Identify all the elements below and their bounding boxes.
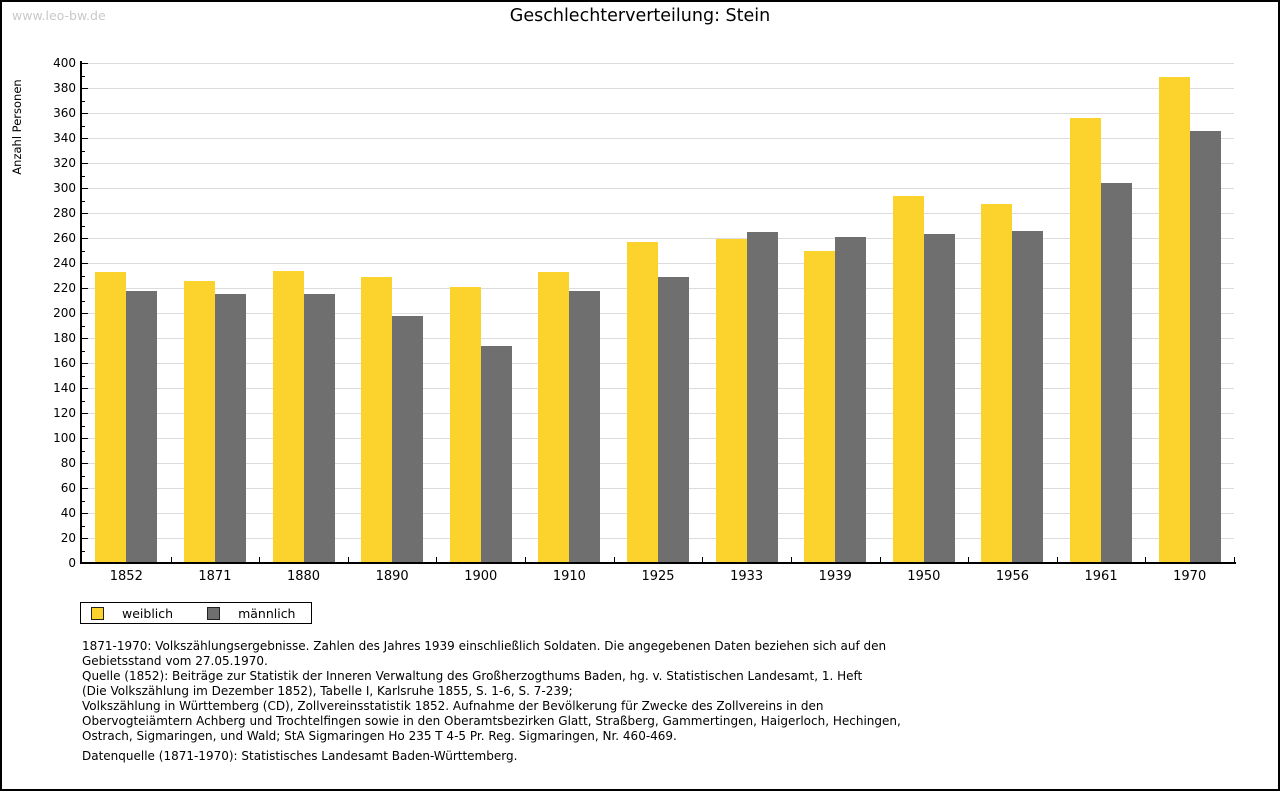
y-tick-label-40: 40 [60,506,76,520]
bar-weiblich-1956 [981,204,1012,563]
x-axis-label-1925: 1925 [641,569,675,584]
footnote-line-2: Gebietsstand vom 27.05.1970. [82,654,268,668]
bar-weiblich-1950 [893,196,924,564]
y-minor-tick-370 [82,101,85,102]
legend-swatch-weiblich [91,607,104,620]
y-major-tick-160 [82,363,88,364]
y-minor-tick-130 [82,401,85,402]
chart-title: Geschlechterverteilung: Stein [509,6,771,26]
footnote-line-3: Quelle (1852): Beiträge zur Statistik der Inneren Verwaltung des Großherzogthums Baden, hg. v. Statistischen Landesamt, 1. Heft [82,669,863,683]
y-minor-tick-170 [82,351,85,352]
gridline-240 [82,263,1234,264]
x-tick-3 [348,557,349,562]
bar-weiblich-1961 [1070,118,1101,563]
y-major-tick-140 [82,388,88,389]
y-tick-label-240: 240 [53,256,76,270]
bar-weiblich-1880 [273,271,304,564]
x-tick-2 [259,557,260,562]
y-major-tick-0 [82,563,88,564]
footnote-line-5: Volkszählung in Württemberg (CD), Zollvereinsstatistik 1852. Aufnahme der Bevölkerung für Zwecke des Zollvereins in den [82,699,824,713]
bar-maennlich-1900 [481,346,512,564]
y-minor-tick-190 [82,326,85,327]
y-tick-label-200: 200 [53,306,76,320]
y-tick-label-260: 260 [53,231,76,245]
datasource-note: Datenquelle (1871-1970): Statistisches Landesamt Baden-Württemberg. [82,749,518,763]
legend-label-weiblich: weiblich [122,605,174,621]
y-major-tick-260 [82,238,88,239]
y-tick-label-400: 400 [53,56,76,70]
bar-maennlich-1890 [392,316,423,564]
y-major-tick-20 [82,538,88,539]
y-tick-label-360: 360 [53,106,76,120]
y-tick-label-220: 220 [53,281,76,295]
y-tick-label-320: 320 [53,156,76,170]
legend [80,602,312,624]
y-major-tick-220 [82,288,88,289]
bar-weiblich-1900 [450,287,481,563]
bar-maennlich-1852 [126,291,157,564]
y-tick-label-160: 160 [53,356,76,370]
y-axis-title: Anzahl Personen [10,79,24,175]
y-minor-tick-30 [82,526,85,527]
y-minor-tick-290 [82,201,85,202]
gridline-300 [82,188,1234,189]
y-major-tick-340 [82,138,88,139]
bar-weiblich-1910 [538,272,569,563]
x-tick-7 [702,557,703,562]
bar-weiblich-1933 [716,239,747,563]
y-tick-label-100: 100 [53,431,76,445]
gridline-320 [82,163,1234,164]
y-major-tick-320 [82,163,88,164]
gridline-280 [82,213,1234,214]
y-major-tick-80 [82,463,88,464]
x-tick-4 [436,557,437,562]
y-tick-label-20: 20 [60,531,76,545]
bar-maennlich-1950 [924,234,955,563]
y-major-tick-60 [82,488,88,489]
bar-weiblich-1970 [1159,77,1190,563]
bar-maennlich-1910 [569,291,600,564]
bar-maennlich-1970 [1190,131,1221,564]
y-minor-tick-390 [82,76,85,77]
watermark: www.leo-bw.de [12,8,106,23]
x-tick-8 [791,557,792,562]
y-tick-label-120: 120 [53,406,76,420]
x-axis-label-1890: 1890 [375,569,409,584]
y-minor-tick-210 [82,301,85,302]
x-tick-5 [525,557,526,562]
bar-weiblich-1925 [627,242,658,563]
x-axis-label-1939: 1939 [818,569,852,584]
gridline-340 [82,138,1234,139]
bar-maennlich-1956 [1012,231,1043,564]
y-minor-tick-350 [82,126,85,127]
x-axis-label-1871: 1871 [198,569,232,584]
x-axis-label-1961: 1961 [1084,569,1118,584]
x-axis-label-1880: 1880 [286,569,321,584]
y-major-tick-40 [82,513,88,514]
x-tick-1 [171,557,172,562]
bar-weiblich-1939 [804,251,835,564]
y-tick-label-380: 380 [53,81,76,95]
y-major-tick-180 [82,338,88,339]
y-minor-tick-310 [82,176,85,177]
y-tick-label-180: 180 [53,331,76,345]
x-tick-13 [1234,557,1235,562]
x-tick-9 [880,557,881,562]
bar-weiblich-1871 [184,281,215,564]
y-minor-tick-110 [82,426,85,427]
x-tick-6 [614,557,615,562]
y-minor-tick-150 [82,376,85,377]
y-minor-tick-70 [82,476,85,477]
gridline-360 [82,113,1234,114]
y-minor-tick-230 [82,276,85,277]
gridline-380 [82,88,1234,89]
x-axis-label-1900: 1900 [464,569,498,584]
y-major-tick-280 [82,213,88,214]
x-axis-label-1933: 1933 [730,569,764,584]
y-major-tick-380 [82,88,88,89]
footnote-line-6: Obervogteiämtern Achberg und Trochtelfingen sowie in den Oberamtsbezirken Glatt, Straßberg, Gammertingen, Haigerloch, Hechingen, [82,714,901,728]
y-tick-label-60: 60 [60,481,76,495]
y-tick-label-280: 280 [53,206,76,220]
y-minor-tick-250 [82,251,85,252]
bar-maennlich-1939 [835,237,866,563]
bar-maennlich-1880 [304,294,335,563]
x-axis-label-1956: 1956 [995,569,1029,584]
bar-weiblich-1852 [95,272,126,563]
footnote-line-7: Ostrach, Sigmaringen, und Wald; StA Sigmaringen Ho 235 T 4-5 Pr. Reg. Sigmaringen, Nr. 460-469. [82,729,677,743]
bar-maennlich-1961 [1101,183,1132,563]
x-tick-11 [1057,557,1058,562]
bar-weiblich-1890 [361,277,392,563]
y-tick-label-340: 340 [53,131,76,145]
y-minor-tick-90 [82,451,85,452]
legend-label-maennlich: männlich [238,605,296,621]
y-minor-tick-10 [82,551,85,552]
y-minor-tick-50 [82,501,85,502]
y-major-tick-200 [82,313,88,314]
x-tick-12 [1145,557,1146,562]
y-major-tick-360 [82,113,88,114]
y-tick-label-80: 80 [60,456,76,470]
bar-maennlich-1871 [215,294,246,563]
footnotes [82,639,901,744]
y-minor-tick-270 [82,226,85,227]
x-axis-label-1950: 1950 [907,569,941,584]
y-tick-label-140: 140 [53,381,76,395]
y-major-tick-400 [82,63,88,64]
footnote-line-1: 1871-1970: Volkszählungsergebnisse. Zahlen des Jahres 1939 einschließlich Soldaten. Die angegebenen Daten beziehen sich auf den [82,639,887,653]
y-tick-label-300: 300 [53,181,76,195]
gridline-260 [82,238,1234,239]
y-major-tick-120 [82,413,88,414]
y-major-tick-300 [82,188,88,189]
x-axis-line [80,562,1236,564]
x-axis-label-1910: 1910 [552,569,586,584]
footnote-line-4: (Die Volkszählung im Dezember 1852), Tabelle I, Karlsruhe 1855, S. 1-6, S. 7-239; [82,684,573,698]
y-minor-tick-330 [82,151,85,152]
x-tick-10 [968,557,969,562]
x-axis-label-1970: 1970 [1173,569,1207,584]
legend-swatch-maennlich [207,607,220,620]
x-axis-label-1852: 1852 [109,569,143,584]
gridline-400 [82,63,1234,64]
y-tick-label-0: 0 [68,556,76,570]
bar-maennlich-1925 [658,277,689,563]
y-major-tick-100 [82,438,88,439]
bar-maennlich-1933 [747,232,778,563]
y-major-tick-240 [82,263,88,264]
